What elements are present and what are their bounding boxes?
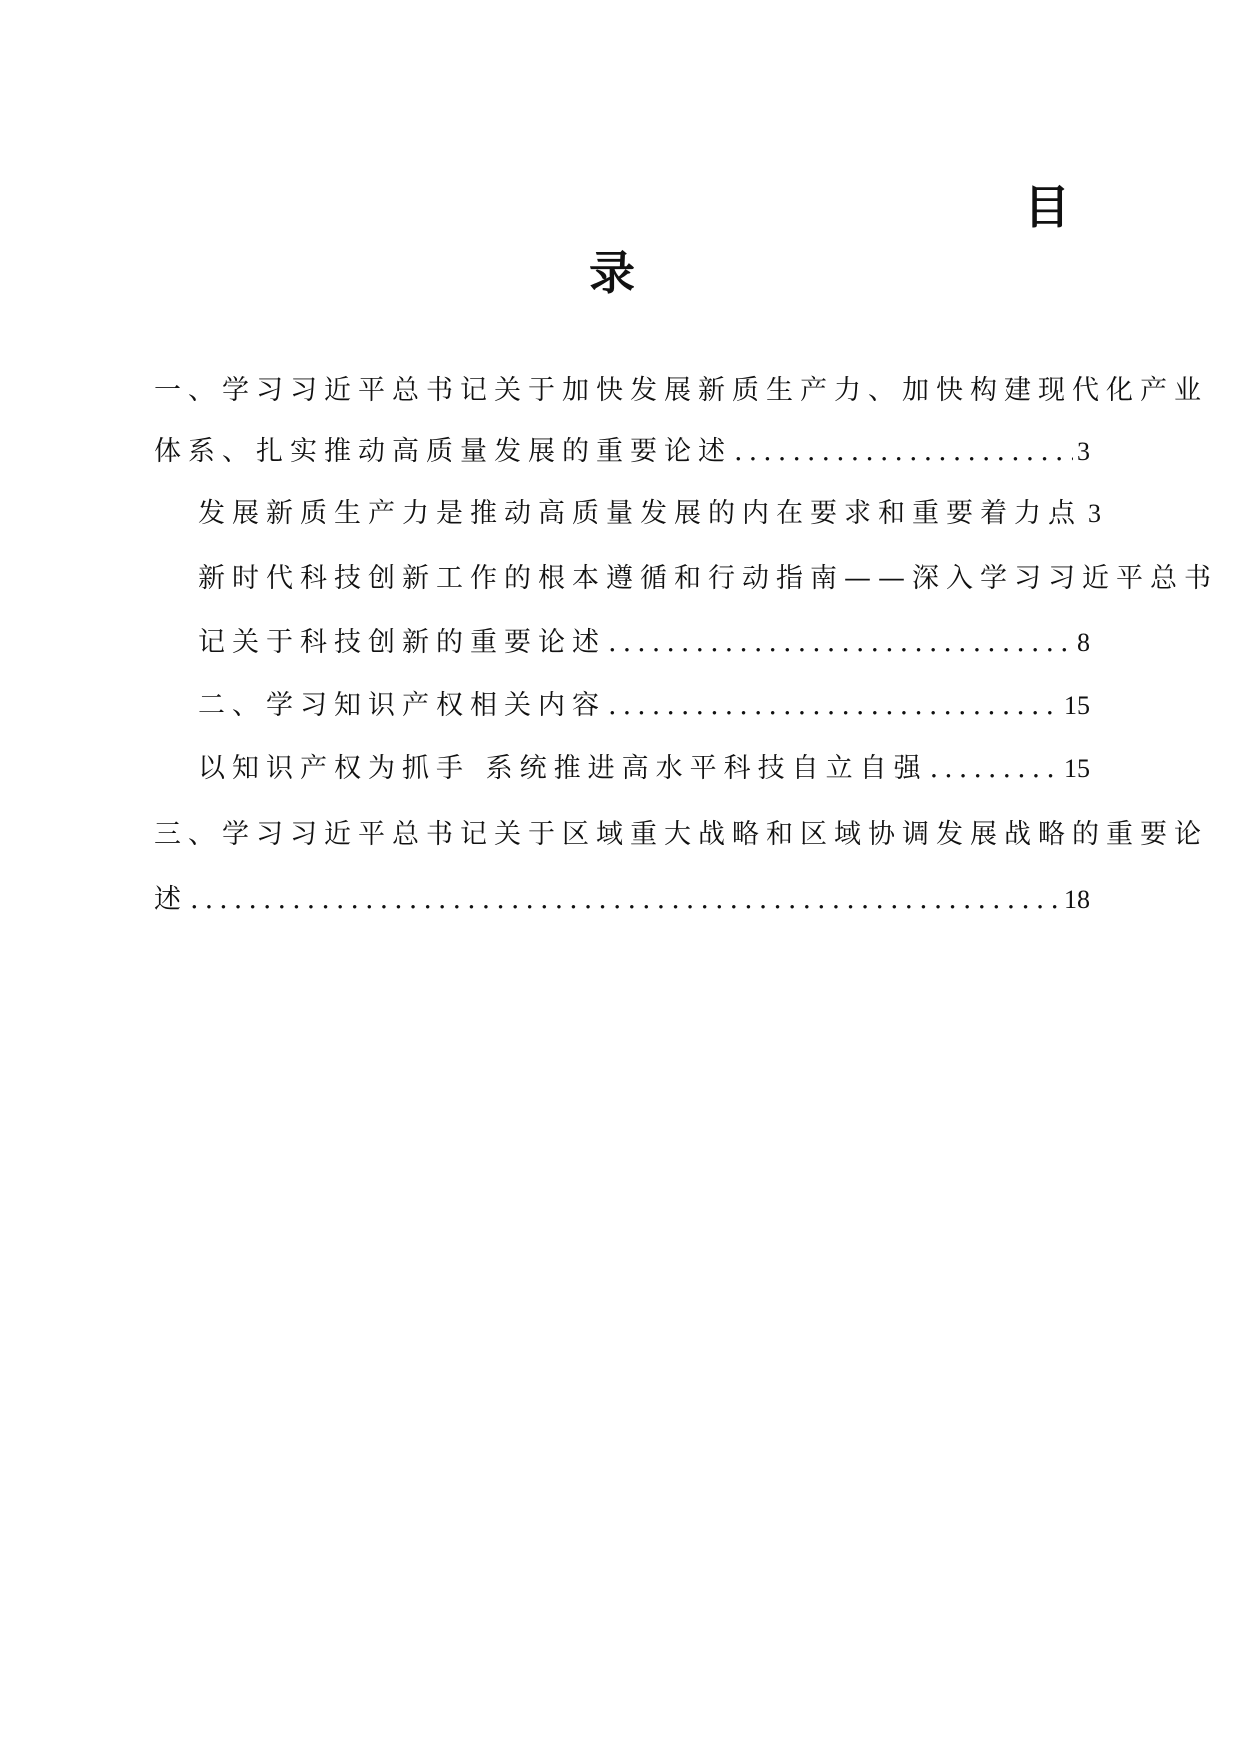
toc-entry-3-row[interactable] (198, 626, 1090, 660)
toc-page-number: 15 (1064, 754, 1090, 783)
toc-entry-4-text: 二、学习知识产权相关内容 (198, 690, 606, 721)
toc-page-number: 18 (1064, 885, 1090, 914)
toc-entry-1-row[interactable] (154, 435, 1090, 469)
toc-title-part2: 录 (589, 246, 635, 300)
toc-entry-6-line1[interactable]: 三、学习习近平总书记关于区域重大战略和区域协调发展战略的重要论 (154, 819, 1208, 850)
toc-page-number: 3 (1088, 499, 1101, 528)
toc-leader-dots (930, 752, 1060, 786)
toc-page-number: 3 (1077, 437, 1090, 466)
toc-entry-1-line2: 体系、扎实推动高质量发展的重要论述 (154, 436, 732, 467)
toc-entry-5-text: 以知识产权为抓手 系统推进高水平科技自立自强 (198, 753, 928, 784)
toc-entry-2-row[interactable] (198, 497, 1101, 531)
toc-page-number: 8 (1077, 628, 1090, 657)
toc-leader-dots (608, 626, 1073, 660)
toc-entry-1-line1[interactable]: 一、学习习近平总书记关于加快发展新质生产力、加快构建现代化产业 (154, 375, 1208, 406)
toc-entry-6-line2: 述 (154, 884, 188, 915)
toc-entry-3-line2: 记关于科技创新的重要论述 (198, 627, 606, 658)
toc-entry-6-row[interactable] (154, 883, 1090, 917)
toc-entry-4-row[interactable] (198, 689, 1090, 723)
toc-leader-dots (190, 883, 1060, 917)
toc-entry-5-row[interactable] (198, 752, 1090, 786)
toc-entry-3-line1[interactable]: 新时代科技创新工作的根本遵循和行动指南——深入学习习近平总书 (198, 563, 1218, 594)
toc-entry-2-text: 发展新质生产力是推动高质量发展的内在要求和重要着力点 (198, 498, 1082, 529)
toc-title-part1: 目 (1024, 180, 1070, 234)
toc-leader-dots (734, 435, 1073, 469)
toc-leader-dots (608, 689, 1060, 723)
toc-page-number: 15 (1064, 691, 1090, 720)
